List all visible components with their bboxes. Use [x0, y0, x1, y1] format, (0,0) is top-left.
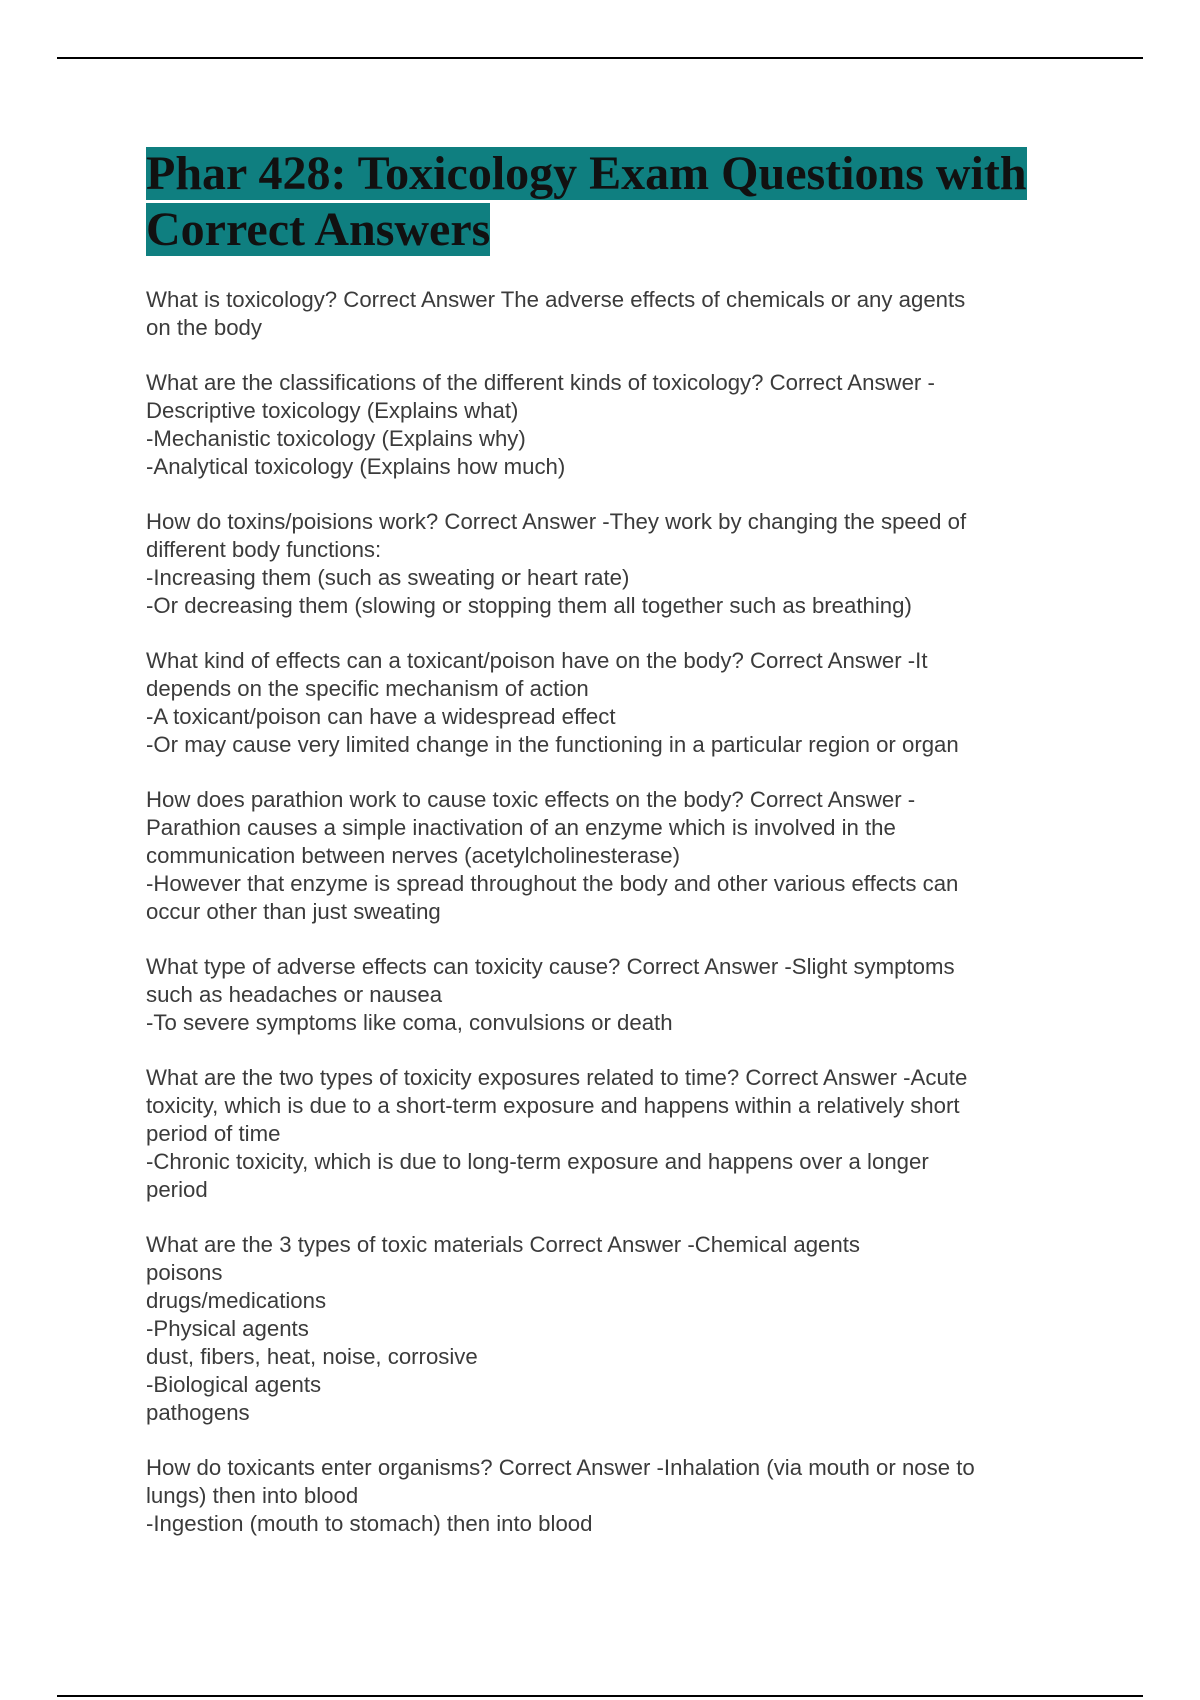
qa-item-5	[146, 786, 1066, 926]
qa-item-7	[146, 1064, 1066, 1204]
qa-item-1	[146, 286, 1066, 342]
qa-line: such as headaches or nausea	[146, 982, 443, 1007]
qa-line: lungs) then into blood	[146, 1483, 359, 1508]
qa-line: dust, fibers, heat, noise, corrosive	[146, 1344, 478, 1369]
qa-line: How do toxins/poisions work? Correct Answer -They work by changing the speed of	[146, 509, 967, 534]
qa-line: pathogens	[146, 1400, 250, 1425]
top-rule	[57, 57, 1143, 59]
qa-line: -Chronic toxicity, which is due to long-term exposure and happens over a longer	[146, 1149, 929, 1174]
qa-line: on the body	[146, 315, 262, 340]
qa-item-8	[146, 1231, 1066, 1427]
qa-item-4	[146, 647, 1066, 759]
qa-item-9	[146, 1454, 1066, 1538]
document-body	[146, 146, 1066, 1565]
qa-line: How does parathion work to cause toxic effects on the body? Correct Answer -	[146, 787, 916, 812]
qa-line: What are the 3 types of toxic materials Correct Answer -Chemical agents	[146, 1232, 860, 1257]
bottom-rule	[57, 1695, 1143, 1697]
qa-item-6	[146, 953, 1066, 1037]
qa-line: -Mechanistic toxicology (Explains why)	[146, 426, 526, 451]
qa-line: -To severe symptoms like coma, convulsions or death	[146, 1010, 673, 1035]
qa-line: communication between nerves (acetylcholinesterase)	[146, 843, 680, 868]
qa-line: -Physical agents	[146, 1316, 309, 1341]
qa-line: -However that enzyme is spread throughout the body and other various effects can	[146, 871, 959, 896]
qa-line: -Increasing them (such as sweating or heart rate)	[146, 565, 630, 590]
qa-line: -Ingestion (mouth to stomach) then into blood	[146, 1511, 593, 1536]
qa-line: -Or decreasing them (slowing or stopping them all together such as breathing)	[146, 593, 912, 618]
qa-line: -Or may cause very limited change in the functioning in a particular region or organ	[146, 732, 959, 757]
qa-item-3	[146, 508, 1066, 620]
qa-line: What type of adverse effects can toxicity cause? Correct Answer -Slight symptoms	[146, 954, 955, 979]
qa-line: depends on the specific mechanism of action	[146, 676, 589, 701]
qa-item-2	[146, 369, 1066, 481]
qa-line: different body functions:	[146, 537, 382, 562]
qa-line: What kind of effects can a toxicant/poison have on the body? Correct Answer -It	[146, 648, 928, 673]
qa-line: period	[146, 1177, 208, 1202]
qa-line: poisons	[146, 1260, 223, 1285]
qa-line: Parathion causes a simple inactivation of an enzyme which is involved in the	[146, 815, 896, 840]
qa-line: -A toxicant/poison can have a widespread effect	[146, 704, 616, 729]
qa-line: Descriptive toxicology (Explains what)	[146, 398, 519, 423]
qa-line: toxicity, which is due to a short-term exposure and happens within a relatively short	[146, 1093, 960, 1118]
qa-line: -Analytical toxicology (Explains how much)	[146, 454, 566, 479]
qa-line: drugs/medications	[146, 1288, 327, 1313]
qa-line: What are the classifications of the different kinds of toxicology? Correct Answer -	[146, 370, 935, 395]
qa-line: occur other than just sweating	[146, 899, 441, 924]
qa-line: How do toxicants enter organisms? Correct Answer -Inhalation (via mouth or nose to	[146, 1455, 975, 1480]
document-title	[146, 146, 1066, 258]
qa-line: -Biological agents	[146, 1372, 322, 1397]
document-title-text: Phar 428: Toxicology Exam Questions with Correct Answers	[146, 147, 1027, 256]
qa-line: What is toxicology? Correct Answer The adverse effects of chemicals or any agents	[146, 287, 966, 312]
qa-line: What are the two types of toxicity exposures related to time? Correct Answer -Acute	[146, 1065, 968, 1090]
qa-line: period of time	[146, 1121, 281, 1146]
